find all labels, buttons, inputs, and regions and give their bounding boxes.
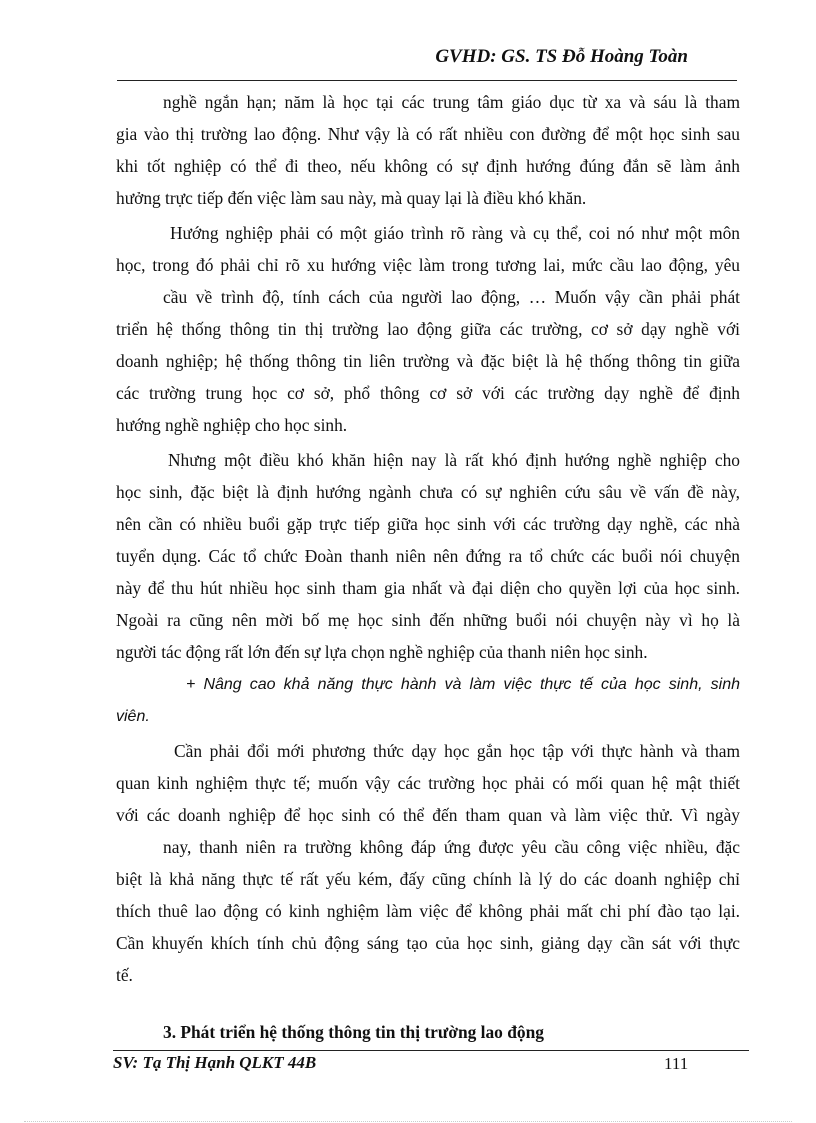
text-line-italic: viên. (116, 708, 150, 725)
text-line: người tác động rất lớn đến sự lựa chọn nghề nghiệp của thanh niên học sinh. (116, 642, 648, 662)
text-line: học sinh, đặc biệt là định hướng ngành chưa có sự nghiên cứu sâu về vấn đề này, (116, 482, 740, 502)
text-line: Nhưng một điều khó khăn hiện nay là rất khó định hướng nghề nghiệp cho (168, 450, 740, 470)
section-heading: 3. Phát triển hệ thống thông tin thị trường lao động (163, 1022, 544, 1042)
text-line: gia vào thị trường lao động. Như vậy là có rất nhiều con đường để một học sinh sau (116, 124, 740, 144)
text-line: quan kinh nghiệm thực tế; muốn vậy các trường học phải có mối quan hệ mật thiết (116, 773, 740, 793)
running-header: GVHD: GS. TS Đỗ Hoàng Toàn (435, 46, 688, 67)
text-line: này để thu hút nhiều học sinh tham gia nhất và đại diện cho quyền lợi của học sinh. (116, 578, 740, 598)
text-line: khi tốt nghiệp có thể đi theo, nếu không có sự định hướng đúng đắn sẽ làm ảnh (116, 156, 740, 176)
text-line: doanh nghiệp; hệ thống thông tin liên trường và đặc biệt là hệ thống thông tin giữa (116, 351, 740, 371)
text-line: hưởng trực tiếp đến việc làm sau này, mà quay lại là điều khó khăn. (116, 188, 587, 208)
text-line: nên cần có nhiều buổi gặp trực tiếp giữa học sinh với các trường dạy nghề, các nhà (116, 514, 740, 534)
text-line: cầu về trình độ, tính cách của người lao động, … Muốn vậy cần phải phát (163, 287, 740, 307)
header-rule (117, 80, 737, 81)
text-line: học, trong đó phải chỉ rõ xu hướng việc làm trong tương lai, mức cầu lao động, yêu (116, 255, 740, 275)
text-line: các trường trung học cơ sở, phổ thông cơ sở với các trường dạy nghề để định (116, 383, 740, 403)
footer-student: SV: Tạ Thị Hạnh QLKT 44B (113, 1053, 317, 1072)
text-line: với các doanh nghiệp để học sinh có thể đến tham quan và làm việc thử. Vì ngày (116, 805, 740, 825)
page-boundary (24, 1121, 792, 1122)
text-line: tuyển dụng. Các tổ chức Đoàn thanh niên nên đứng ra tổ chức các buổi nói chuyện (116, 546, 740, 566)
text-line: triển hệ thống thông tin thị trường lao động giữa các trường, cơ sở dạy nghề với (116, 319, 740, 339)
text-line: Cần khuyến khích tính chủ động sáng tạo của học sinh, giảng dạy cần sát với thực (116, 933, 740, 953)
text-line: Hướng nghiệp phải có một giáo trình rõ ràng và cụ thể, coi nó như một môn (170, 223, 740, 243)
text-line: tế. (116, 965, 133, 985)
text-line: nay, thanh niên ra trường không đáp ứng được yêu cầu công việc nhiều, đặc (163, 837, 740, 857)
text-line-italic: + Nâng cao khả năng thực hành và làm việc thực tế của học sinh, sinh (186, 676, 740, 693)
text-line: thích thuê lao động có kinh nghiệm làm việc để không phải mất chi phí đào tạo lại. (116, 901, 740, 921)
text-line: biệt là khả năng thực tế rất yếu kém, đấy cũng chính là lý do các doanh nghiệp chỉ (116, 869, 740, 889)
text-line: nghề ngắn hạn; năm là học tại các trung tâm giáo dục từ xa và sáu là tham (163, 92, 740, 112)
text-line: hướng nghề nghiệp cho học sinh. (116, 415, 348, 435)
footer-rule (113, 1050, 749, 1051)
text-line: Cần phải đổi mới phương thức dạy học gắn học tập với thực hành và tham (174, 741, 740, 761)
page-number: 111 (664, 1054, 689, 1073)
text-line: Ngoài ra cũng nên mời bố mẹ học sinh đến những buổi nói chuyện này vì họ là (116, 610, 740, 630)
